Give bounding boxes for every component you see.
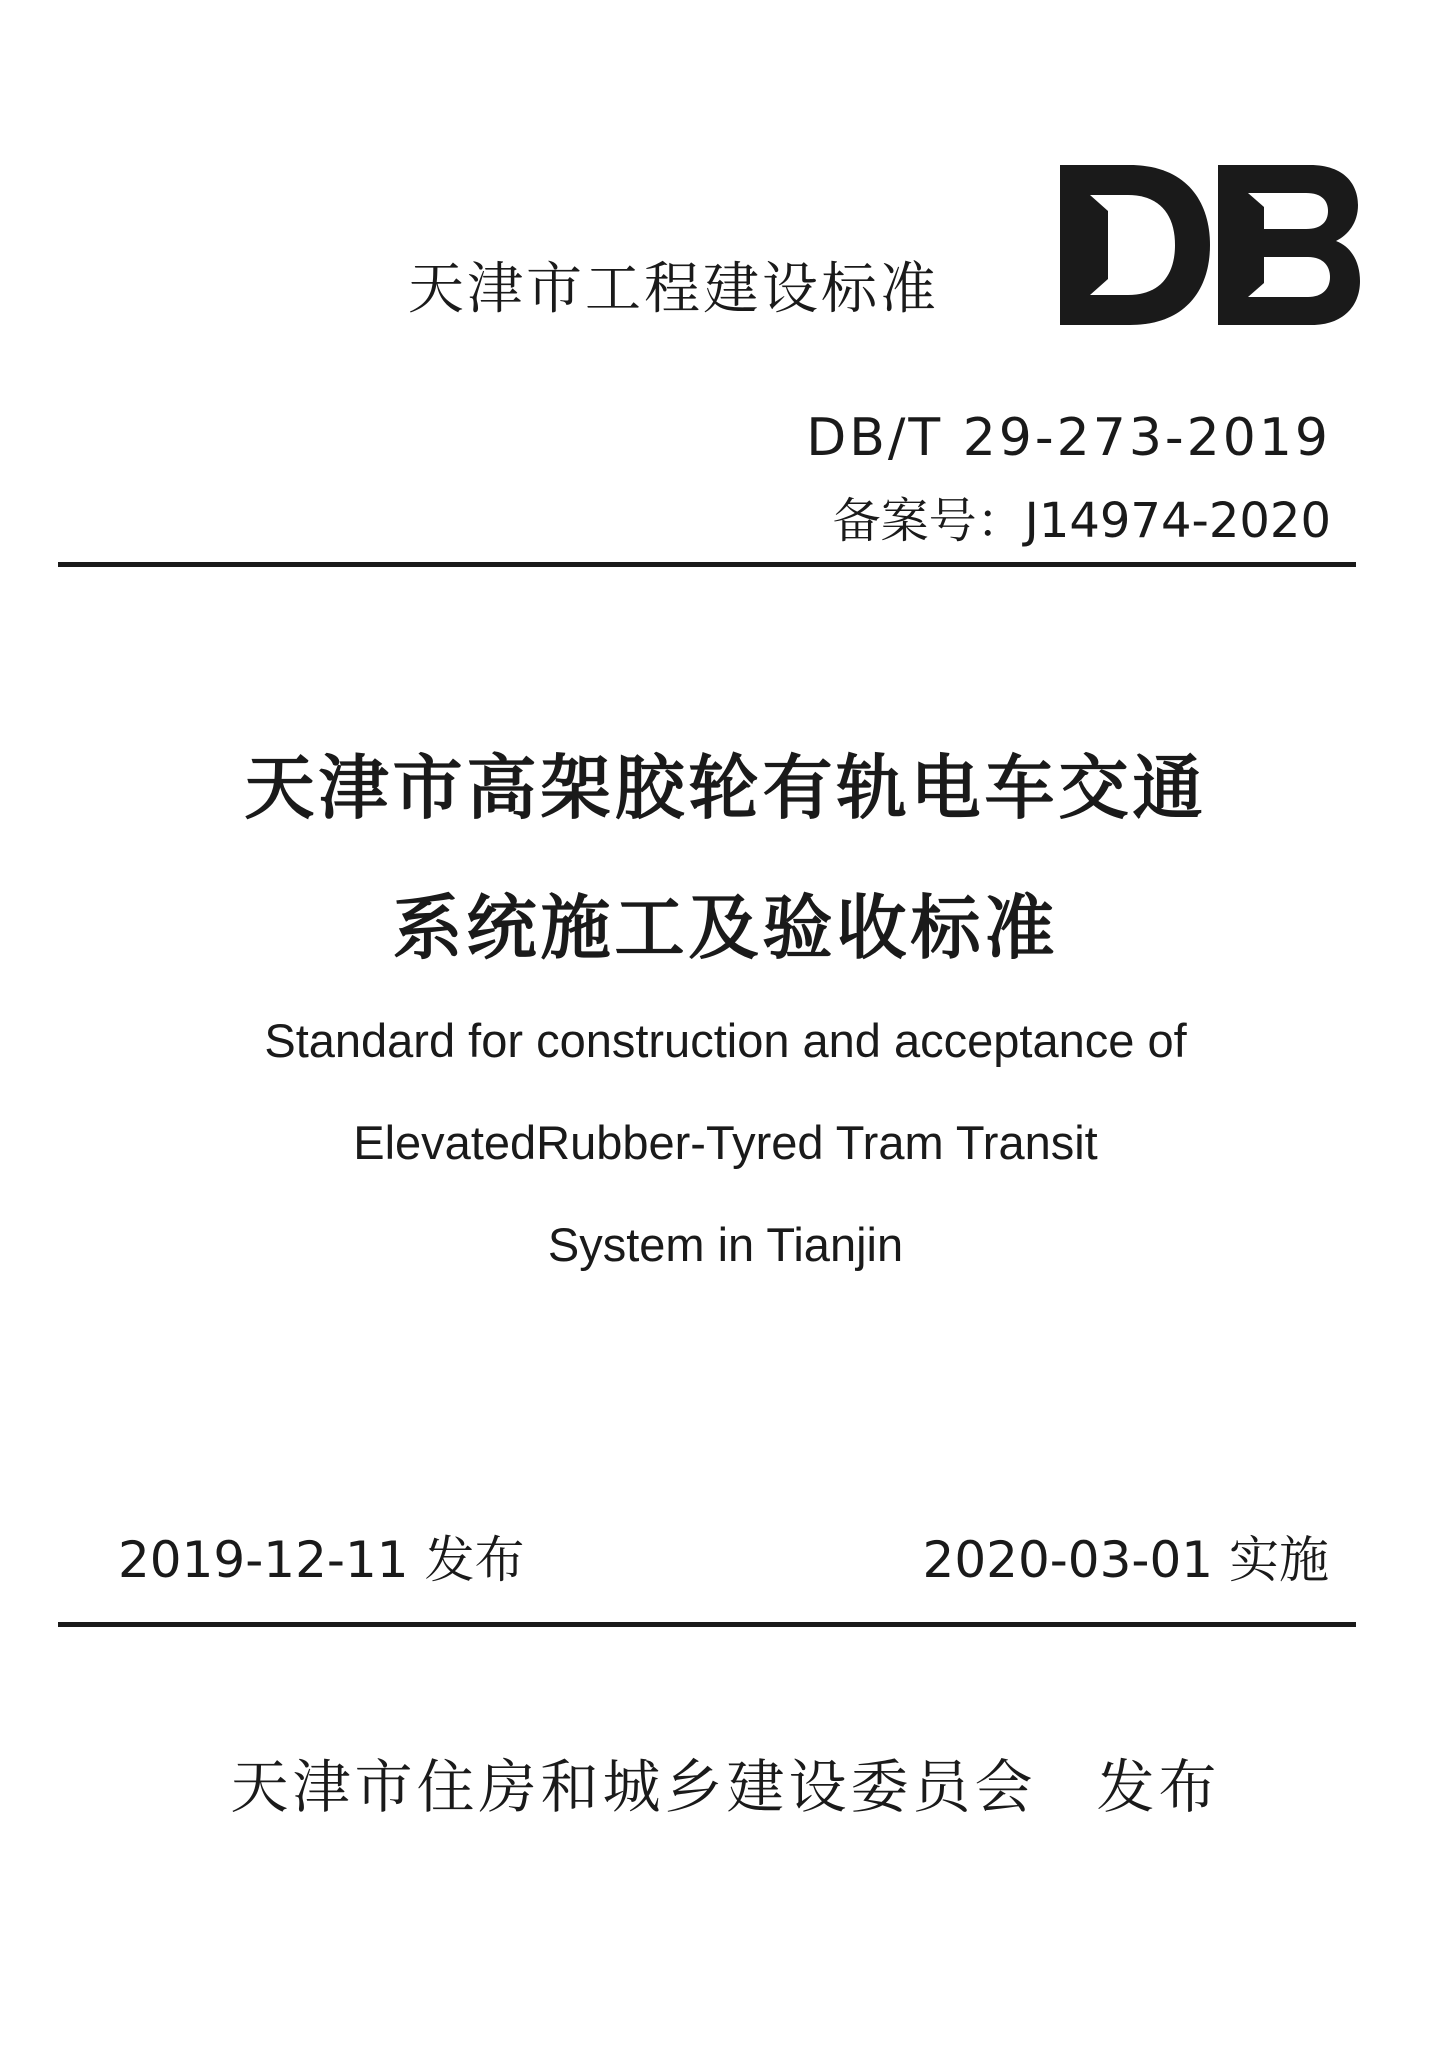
publisher-line — [0, 1740, 1451, 1824]
publisher-action: 发布 — [1096, 1753, 1221, 1821]
top-divider — [58, 562, 1356, 567]
standard-code: DB/T 29-273-2019 — [806, 408, 1331, 468]
title-cn-line1: 天津市高架胶轮有轨电车交通 — [244, 747, 1207, 829]
series-title: 天津市工程建设标准 — [408, 257, 939, 322]
db-logo-graphic — [1060, 165, 1360, 325]
db-logo — [1060, 165, 1360, 325]
effective-date: 2020-03-01 实施 — [922, 1531, 1329, 1589]
title-cn-line2: 系统施工及验收标准 — [392, 887, 1059, 969]
bottom-divider — [58, 1622, 1356, 1627]
title-en-line2: ElevatedRubber-Tyred Tram Transit — [353, 1116, 1098, 1169]
issue-date: 2019-12-11 发布 — [118, 1531, 525, 1589]
record-number: 备案号：J14974-2020 — [832, 493, 1331, 549]
publisher-name: 天津市住房和城乡建设委员会 — [230, 1753, 1037, 1821]
title-en-line1: Standard for construction and acceptance of — [264, 1014, 1187, 1067]
title-en-line3: System in Tianjin — [547, 1218, 904, 1271]
